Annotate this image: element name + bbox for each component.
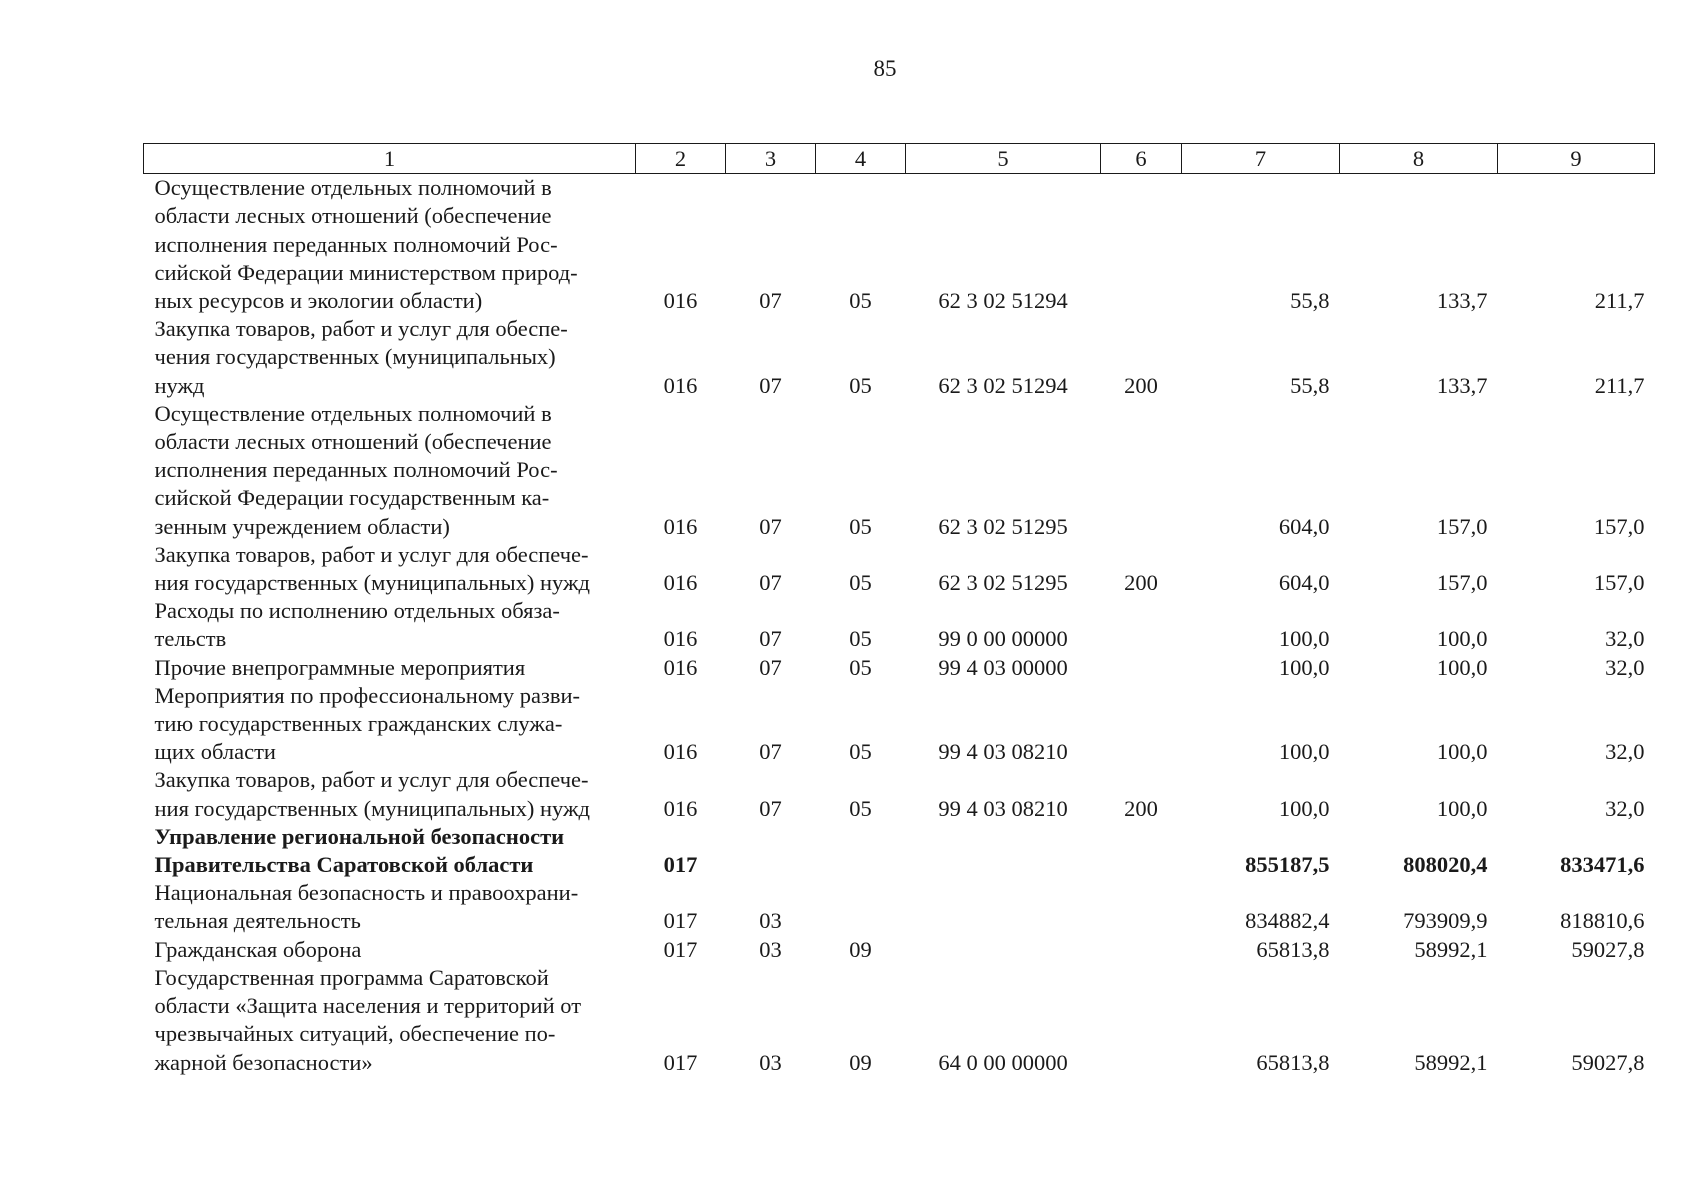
admin-code-cell: 016 <box>663 288 698 314</box>
row-name-line: Гражданская оборона <box>154 936 362 962</box>
header-col-3: 3 <box>726 144 816 174</box>
header-col-7: 7 <box>1182 144 1340 174</box>
target-article-cell: 62 3 02 51294 <box>938 372 1068 398</box>
section-code-cell: 07 <box>759 739 782 765</box>
header-col-1: 1 <box>144 144 636 174</box>
table-header <box>144 144 1655 174</box>
row-name-line: зенным учреждением области) <box>154 513 450 539</box>
row-name-line: Государственная программа Саратовской <box>154 964 549 990</box>
row-name-cell <box>144 541 636 597</box>
amount-col-9-cell: 32,0 <box>1605 795 1645 821</box>
admin-code-cell: 016 <box>663 372 698 398</box>
row-name-line: Закупка товаров, работ и услуг для обеспече- <box>154 541 589 567</box>
subsection-code-cell: 05 <box>849 795 872 821</box>
admin-code-cell: 016 <box>663 513 698 539</box>
amount-col-9-cell: 32,0 <box>1605 739 1645 765</box>
amount-col-8-cell: 808020,4 <box>1403 852 1488 878</box>
amount-col-8-cell: 100,0 <box>1436 795 1488 821</box>
amount-col-7-cell: 65813,8 <box>1256 1049 1330 1075</box>
subsection-code-cell <box>816 879 906 935</box>
subsection-code-cell: 09 <box>849 936 872 962</box>
section-code-cell: 07 <box>759 795 782 821</box>
row-name-cell <box>144 936 636 964</box>
expense-type-cell <box>1101 654 1182 682</box>
table-row <box>144 541 1655 597</box>
amount-col-7-cell: 55,8 <box>1290 372 1330 398</box>
expense-type-cell <box>1101 964 1182 1077</box>
expense-type-cell: 200 <box>1124 372 1158 398</box>
target-article-cell: 62 3 02 51295 <box>938 513 1068 539</box>
admin-code-cell: 016 <box>663 570 698 596</box>
target-article-cell: 64 0 00 00000 <box>938 1049 1068 1075</box>
subsection-code-cell: 05 <box>849 654 872 680</box>
target-article-cell <box>906 879 1101 935</box>
row-name-line: Расходы по исполнению отдельных обяза- <box>154 598 560 624</box>
amount-col-8-cell: 100,0 <box>1436 626 1488 652</box>
target-article-cell: 99 0 00 00000 <box>938 626 1068 652</box>
subsection-code-cell: 05 <box>849 513 872 539</box>
table-row <box>144 597 1655 653</box>
expense-type-cell <box>1101 936 1182 964</box>
header-col-9: 9 <box>1498 144 1655 174</box>
row-name-line: Осуществление отдельных полномочий в <box>154 175 552 201</box>
row-name-line: Правительства Саратовской области <box>154 852 534 878</box>
amount-col-9-cell: 59027,8 <box>1571 936 1645 962</box>
section-code-cell: 03 <box>759 908 782 934</box>
amount-col-9-cell: 211,7 <box>1594 288 1645 314</box>
target-article-cell: 62 3 02 51294 <box>938 288 1068 314</box>
section-code-cell: 07 <box>759 626 782 652</box>
row-name-line: исполнения переданных полномочий Рос- <box>154 457 558 483</box>
expense-type-cell <box>1101 879 1182 935</box>
admin-code-cell: 017 <box>663 908 698 934</box>
expense-type-cell <box>1101 823 1182 879</box>
amount-col-8-cell: 133,7 <box>1436 372 1488 398</box>
row-name-line: ния государственных (муниципальных) нужд <box>154 795 590 821</box>
subsection-code-cell: 09 <box>849 1049 872 1075</box>
table-row <box>144 174 1655 316</box>
table-row <box>144 879 1655 935</box>
row-name-line: области «Защита населения и территорий от <box>154 993 582 1019</box>
expense-type-cell <box>1101 597 1182 653</box>
amount-col-7-cell: 100,0 <box>1278 626 1330 652</box>
amount-col-9-cell: 59027,8 <box>1571 1049 1645 1075</box>
table-row <box>144 315 1655 400</box>
amount-col-9-cell: 211,7 <box>1594 372 1645 398</box>
target-article-cell <box>906 936 1101 964</box>
row-name-cell <box>144 682 636 767</box>
admin-code-cell: 016 <box>663 626 698 652</box>
row-name-line: Закупка товаров, работ и услуг для обеспе- <box>154 316 568 342</box>
table-row <box>144 654 1655 682</box>
amount-col-7-cell: 100,0 <box>1278 739 1330 765</box>
row-name-line: нужд <box>154 372 205 398</box>
amount-col-7-cell: 100,0 <box>1278 795 1330 821</box>
header-col-8: 8 <box>1340 144 1498 174</box>
row-name-line: тельств <box>154 626 227 652</box>
target-article-cell: 99 4 03 08210 <box>938 739 1068 765</box>
target-article-cell: 62 3 02 51295 <box>938 570 1068 596</box>
row-name-line: чрезвычайных ситуаций, обеспечение по- <box>154 1021 556 1047</box>
row-name-line: Мероприятия по профессиональному разви- <box>154 682 581 708</box>
amount-col-8-cell: 58992,1 <box>1414 936 1488 962</box>
amount-col-9-cell: 32,0 <box>1605 626 1645 652</box>
amount-col-7-cell: 604,0 <box>1278 570 1330 596</box>
table-body <box>144 174 1655 1077</box>
table-row <box>144 964 1655 1077</box>
header-col-4: 4 <box>816 144 906 174</box>
subsection-code-cell: 05 <box>849 570 872 596</box>
subsection-code-cell: 05 <box>849 626 872 652</box>
row-name-line: жарной безопасности» <box>154 1049 373 1075</box>
expense-type-cell: 200 <box>1124 795 1158 821</box>
admin-code-cell: 016 <box>663 739 698 765</box>
row-name-cell <box>144 766 636 822</box>
row-name-line: Национальная безопасность и правоохрани- <box>154 880 579 906</box>
amount-col-9-cell: 818810,6 <box>1560 908 1645 934</box>
row-name-line: области лесных отношений (обеспечение <box>154 203 552 229</box>
header-col-5: 5 <box>906 144 1101 174</box>
admin-code-cell: 016 <box>663 654 698 680</box>
subsection-code-cell: 05 <box>849 372 872 398</box>
admin-code-cell: 017 <box>663 1049 698 1075</box>
section-code-cell: 07 <box>759 288 782 314</box>
target-article-cell: 99 4 03 00000 <box>938 654 1068 680</box>
amount-col-9-cell: 157,0 <box>1593 513 1645 539</box>
row-name-cell <box>144 823 636 879</box>
row-name-line: Закупка товаров, работ и услуг для обеспече- <box>154 767 589 793</box>
row-name-cell <box>144 315 636 400</box>
amount-col-8-cell: 133,7 <box>1436 288 1488 314</box>
row-name-line: Осуществление отдельных полномочий в <box>154 400 552 426</box>
amount-col-7-cell: 55,8 <box>1290 288 1330 314</box>
amount-col-7-cell: 855187,5 <box>1245 852 1330 878</box>
row-name-line: тию государственных гражданских служа- <box>154 711 563 737</box>
target-article-cell <box>906 823 1101 879</box>
row-name-cell <box>144 597 636 653</box>
row-name-line: ния государственных (муниципальных) нужд <box>154 570 590 596</box>
section-code-cell: 07 <box>759 654 782 680</box>
amount-col-8-cell: 793909,9 <box>1403 908 1488 934</box>
table-row <box>144 823 1655 879</box>
subsection-code-cell <box>816 823 906 879</box>
header-col-6: 6 <box>1101 144 1182 174</box>
amount-col-7-cell: 604,0 <box>1278 513 1330 539</box>
amount-col-8-cell: 157,0 <box>1436 513 1488 539</box>
row-name-cell <box>144 400 636 541</box>
expense-type-cell <box>1101 400 1182 541</box>
amount-col-9-cell: 833471,6 <box>1560 852 1645 878</box>
admin-code-cell: 017 <box>663 936 698 962</box>
row-name-line: Управление региональной безопасности <box>154 823 565 849</box>
table-row <box>144 400 1655 541</box>
expense-type-cell <box>1101 174 1182 316</box>
table-row <box>144 682 1655 767</box>
row-name-line: тельная деятельность <box>154 908 361 934</box>
expense-type-cell <box>1101 682 1182 767</box>
amount-col-9-cell: 32,0 <box>1605 654 1645 680</box>
row-name-line: области лесных отношений (обеспечение <box>154 429 552 455</box>
row-name-cell <box>144 964 636 1077</box>
row-name-line: ных ресурсов и экологии области) <box>154 288 483 314</box>
amount-col-8-cell: 100,0 <box>1436 654 1488 680</box>
section-code-cell: 03 <box>759 1049 782 1075</box>
row-name-line: сийской Федерации государственным ка- <box>154 485 550 511</box>
budget-table <box>143 143 1655 1077</box>
section-code-cell <box>726 823 816 879</box>
page-number: 85 <box>873 56 897 81</box>
amount-col-7-cell: 834882,4 <box>1245 908 1330 934</box>
amount-col-8-cell: 58992,1 <box>1414 1049 1488 1075</box>
row-name-line: сийской Федерации министерством природ- <box>154 259 578 285</box>
amount-col-9-cell: 157,0 <box>1593 570 1645 596</box>
admin-code-cell: 017 <box>663 852 698 878</box>
target-article-cell: 99 4 03 08210 <box>938 795 1068 821</box>
header-col-2: 2 <box>636 144 726 174</box>
section-code-cell: 03 <box>759 936 782 962</box>
admin-code-cell: 016 <box>663 795 698 821</box>
subsection-code-cell: 05 <box>849 739 872 765</box>
row-name-line: чения государственных (муниципальных) <box>154 344 556 370</box>
row-name-line: щих области <box>154 739 276 765</box>
table-row <box>144 936 1655 964</box>
amount-col-8-cell: 100,0 <box>1436 739 1488 765</box>
row-name-cell <box>144 879 636 935</box>
table-row <box>144 766 1655 822</box>
section-code-cell: 07 <box>759 570 782 596</box>
section-code-cell: 07 <box>759 513 782 539</box>
row-name-line: исполнения переданных полномочий Рос- <box>154 231 558 257</box>
row-name-line: Прочие внепрограммные мероприятия <box>154 654 526 680</box>
amount-col-7-cell: 65813,8 <box>1256 936 1330 962</box>
header-row <box>144 144 1655 174</box>
section-code-cell: 07 <box>759 372 782 398</box>
expense-type-cell: 200 <box>1124 570 1158 596</box>
subsection-code-cell: 05 <box>849 288 872 314</box>
amount-col-7-cell: 100,0 <box>1278 654 1330 680</box>
row-name-cell <box>144 174 636 316</box>
row-name-cell <box>144 654 636 682</box>
amount-col-8-cell: 157,0 <box>1436 570 1488 596</box>
